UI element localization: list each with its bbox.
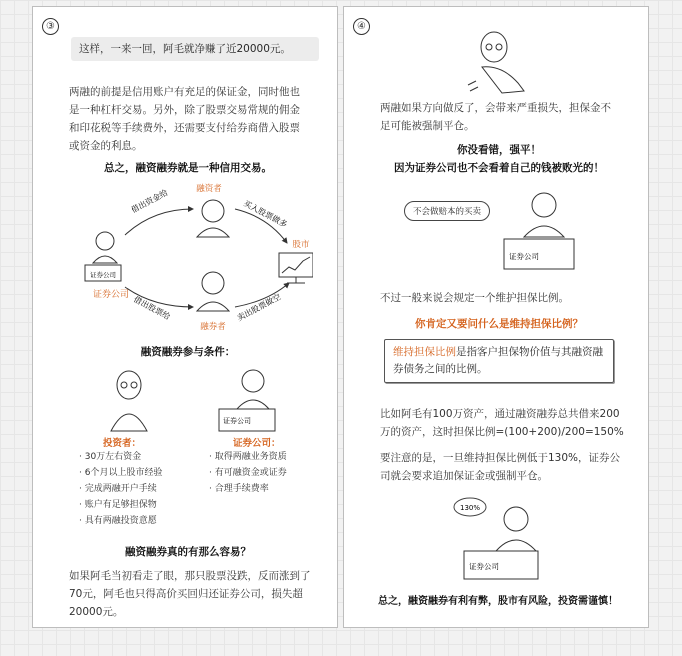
broker-desk-figure [213, 365, 285, 433]
paragraph-maintenance-rule: 不过一般来说会规定一个维护担保比例。 [380, 292, 569, 304]
broker-desk-sign: 证券公司 [509, 252, 539, 261]
heading-conditions: 融资融券参与条件： [140, 346, 236, 358]
page-4 [343, 6, 649, 628]
heading-credit-trade: 总之，融资融券就是一种信用交易。 [104, 162, 272, 174]
heading-forced-liquidation: 你没看错，强平！ [457, 144, 541, 156]
arrow-label-buy-long: 买入股票做多 [242, 198, 289, 230]
paragraph-loss-example: 如果阿毛当初看走了眼，那只股票没跌，反而涨到了70元，阿毛也只得高价买回归还证券公司，损失超20000元。 [69, 570, 311, 618]
list-item: · 有可融资金或证券 [209, 465, 287, 481]
speech-bubble: 不会做赔本的买卖 [404, 201, 490, 221]
definition-text: 是指客户担保物价值与其融资融券债务之间的比例。 [393, 346, 603, 375]
arrow-label-sell-short: 卖出股票做空 [235, 292, 283, 323]
arrow-label-lend-stocks: 借出股票给 [132, 294, 172, 322]
broker-desk-sign: 证券公司 [469, 562, 499, 571]
heading-what-is-ratio: 你肯定又要问什么是维持担保比例？ [415, 318, 583, 330]
stock-market-monitor [279, 239, 313, 283]
conclusion: 总之，融资融券有利有弊，股市有风险，投资需谨慎！ [378, 596, 618, 607]
securities-lender-figure [197, 272, 229, 332]
broker-title: 证券公司： [233, 438, 281, 449]
paragraph-wrong-direction: 两融如果方向做反了，会带来严重损失，担保金不足可能被强制平仓。 [380, 102, 611, 132]
heading-broker-reason: 因为证券公司也不会看着自己的钱被败光的！ [394, 162, 604, 174]
market-label: 股市 [292, 240, 310, 250]
arrow-label-lend-funds: 借出资金给 [129, 188, 170, 215]
list-item: · 具有两融投资意愿 [79, 513, 162, 529]
investor-conditions-list [79, 449, 162, 529]
broker-desk-sign: 证券公司 [223, 417, 251, 425]
investor-figure [99, 365, 159, 433]
definition-box [384, 339, 614, 383]
broker-sign: 证券公司 [90, 271, 116, 279]
broker-conditions-list [209, 449, 287, 497]
broker-130-figure [444, 489, 564, 585]
paragraph-ratio-example: 比如阿毛有100万资产，通过融资融券总共借来200万的资产，这时担保比例=(100+200)/200=150% [380, 408, 624, 438]
percent-bubble: 130% [459, 504, 481, 512]
list-item: · 完成两融开户手续 [79, 481, 162, 497]
page-3 [32, 6, 338, 628]
securities-lender-label: 融券者 [200, 322, 226, 332]
paragraph-leverage: 两融的前提是信用账户有充足的保证金，同时他也是一种杠杆交易。另外，除了股票交易常规的佣金和印花税等手续费外，还需要支付给券商借入股票或资金的利息。 [69, 86, 300, 152]
financier-figure [196, 183, 229, 237]
page-number: ④ [353, 18, 370, 35]
margin-trading-diagram [63, 179, 313, 339]
definition-term: 维持担保比例 [393, 346, 456, 358]
paragraph-threshold-warning: 要注意的是，一旦维持担保比例低于130%，证券公司就会要求追加保证金或强制平仓。 [380, 452, 621, 482]
heading-is-it-easy: 融资融券真的有那么容易？ [125, 546, 251, 558]
list-item: · 6个月以上股市经验 [79, 465, 162, 481]
page-number: ③ [42, 18, 59, 35]
list-item: · 合理手续费率 [209, 481, 287, 497]
broker-figure [85, 232, 121, 281]
broker-label: 证券公司 [93, 290, 130, 300]
financier-label: 融资者 [196, 184, 222, 194]
quote-box: 这样，一来一回，阿毛就净赚了近20000元。 [71, 37, 319, 61]
list-item: · 取得两融业务资质 [209, 449, 287, 465]
list-item: · 账户有足够担保物 [79, 497, 162, 513]
broker-desk-figure [494, 181, 584, 277]
list-item: · 30万左右资金 [79, 449, 162, 465]
worried-figure [462, 25, 542, 97]
investor-title: 投资者： [103, 438, 142, 449]
